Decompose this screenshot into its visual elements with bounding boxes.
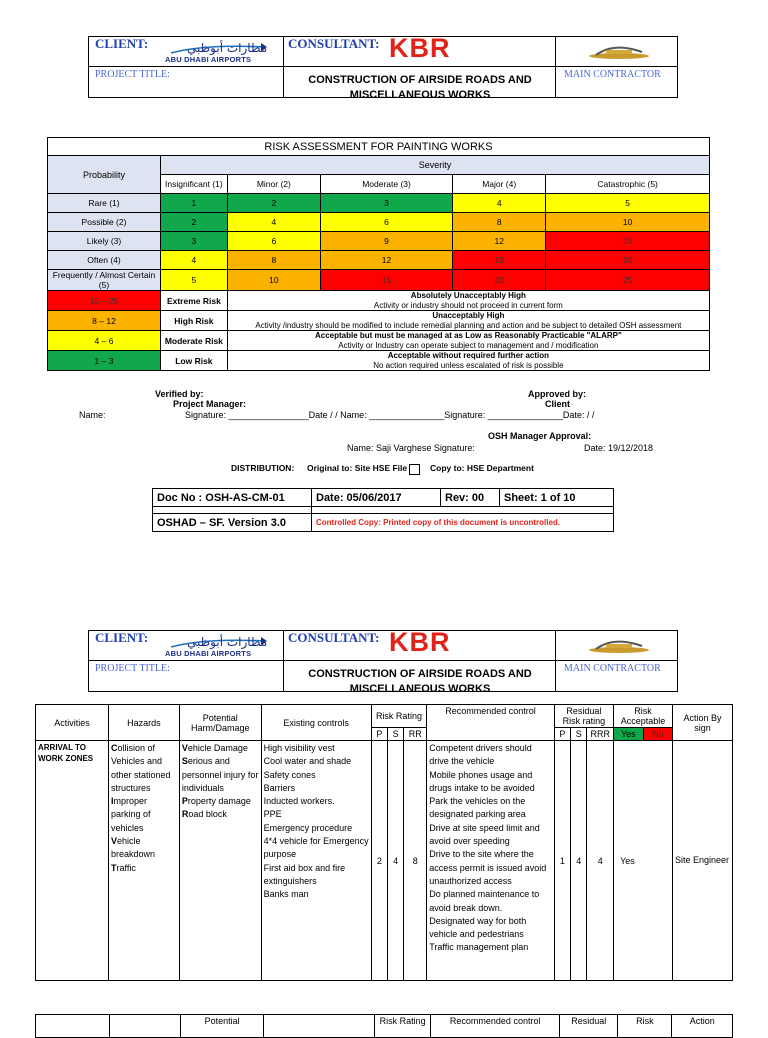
consultant-label: CONSULTANT:	[288, 36, 380, 51]
legend-description: Acceptable without required further action No action required unless escalated of risk is possible	[227, 351, 709, 371]
probability-label: Rare (1)	[48, 194, 161, 213]
client-label: CLIENT:	[95, 36, 149, 51]
legend-range: 8 – 12	[48, 311, 161, 331]
legend-range: 1 – 3	[48, 351, 161, 371]
probability-label: Likely (3)	[48, 232, 161, 251]
col-p: P	[371, 728, 387, 741]
col-yes: Yes	[614, 728, 643, 741]
risk-score-cell: 15	[546, 232, 710, 251]
osh-manager-name: Name: Saji Varghese Signature:	[347, 443, 475, 453]
risk-legend-row	[48, 351, 710, 371]
risk-score-cell: 8	[453, 213, 546, 232]
probability-label: Frequently / Almost Certain (5)	[48, 270, 161, 291]
col-action-by: Action By sign	[672, 705, 732, 741]
osh-manager-approval: OSH Manager Approval:	[488, 431, 592, 441]
severity-level-3: Moderate (3)	[320, 175, 452, 194]
risk-score-cell: 4	[227, 213, 320, 232]
risk-score-cell: 20	[453, 270, 546, 291]
col-residual-p: P	[554, 728, 570, 741]
legend-description: Unacceptably High Activity /industry should be modified to include remedial planning and action and be subject to detailed OSH assessment	[227, 311, 709, 331]
signature-line: Signature: ________________Date / / Name: _______________Signature: _______________Date: / /	[185, 410, 595, 420]
severity-level-4: Major (4)	[453, 175, 546, 194]
probability-label: Possible (2)	[48, 213, 161, 232]
existing-controls-cell: High visibility vest Cool water and shade Safety cones Barriers Inducted workers. PPE Emergency procedure 4*4 vehicle for Emergency purpose First aid box and fire extinguishers Banks man	[261, 741, 371, 981]
risk-score-cell: 12	[453, 232, 546, 251]
risk-score-cell: 6	[320, 213, 452, 232]
risk-score-cell: 10	[227, 270, 320, 291]
col-existing-controls: Existing controls	[261, 705, 371, 741]
residual-s-cell: 4	[571, 741, 587, 981]
col-no: No	[643, 728, 672, 741]
risk-score-cell: 20	[546, 251, 710, 270]
col-residual-s: S	[571, 728, 587, 741]
risk-matrix-title: RISK ASSESSMENT FOR PAINTING WORKS	[48, 138, 710, 156]
rrr-cell: 4	[587, 741, 614, 981]
legend-description: Absolutely Unacceptably High Activity or industry should not proceed in current form	[227, 291, 709, 311]
name-label: Name:	[79, 410, 106, 420]
col-residual-risk: Residual Risk rating	[554, 705, 613, 728]
action-by-cell: Site Engineer	[672, 741, 732, 981]
table-row	[36, 741, 733, 981]
col-recommended-next: Recommended control	[431, 1015, 560, 1038]
col-action-next: Action	[672, 1015, 733, 1038]
risk-score-cell: 16	[453, 251, 546, 270]
main-contractor-logo	[584, 40, 654, 62]
legend-level: High Risk	[161, 311, 228, 331]
col-hazards: Hazards	[109, 705, 180, 741]
col-risk-acceptable: Risk Acceptable	[614, 705, 673, 728]
hse-file-checkbox[interactable]	[409, 464, 420, 475]
doc-revision: Rev: 00	[441, 489, 500, 507]
col-risk-next: Risk	[618, 1015, 672, 1038]
risk-score-cell: 8	[227, 251, 320, 270]
risk-score-cell: 3	[320, 194, 452, 213]
risk-score-cell: 2	[227, 194, 320, 213]
legend-level: Low Risk	[161, 351, 228, 371]
severity-header: Severity	[161, 156, 710, 175]
col-rrr: RRR	[587, 728, 614, 741]
controlled-copy-note: Controlled Copy: Printed copy of this document is uncontrolled.	[312, 514, 614, 532]
risk-score-cell: 5	[161, 270, 228, 291]
project-title: CONSTRUCTION OF AIRSIDE ROADS AND MISCELLANEOUS WORKS	[308, 74, 532, 101]
legend-level: Moderate Risk	[161, 331, 228, 351]
residual-p-cell: 1	[554, 741, 570, 981]
potential-harm-cell: Vehicle Damage Serious and personnel injury for individuals Property damage Road block	[179, 741, 261, 981]
oshad-version: OSHAD – SF. Version 3.0	[153, 514, 312, 532]
distribution-label: DISTRIBUTION:	[231, 463, 295, 473]
consultant-label: CONSULTANT:	[288, 630, 380, 645]
recommended-control-cell: Competent drivers should drive the vehicle Mobile phones usage and drugs intake to be avoided Park the vehicles on the designated parking area Drive at site speed limit and avoid over speeding Drive to the site where the access permit is issued avoid unauthorized access Do planned maintenance to avoid break down. Designated way for both vehicle and pedestrians Traffic management plan	[427, 741, 555, 981]
legend-range: 15 – 25	[48, 291, 161, 311]
project-title-label: PROJECT TITLE:	[95, 663, 170, 674]
col-rr: RR	[404, 728, 427, 741]
col-s: S	[388, 728, 404, 741]
main-contractor-label: MAIN CONTRACTOR	[564, 663, 661, 674]
doc-number: Doc No : OSH-AS-CM-01	[153, 489, 312, 507]
p-cell: 2	[371, 741, 387, 981]
probability-header: Probability	[48, 156, 161, 194]
col-recommended-control: Recommended control	[427, 705, 555, 741]
acceptable-cell: Yes	[614, 741, 673, 981]
project-title: CONSTRUCTION OF AIRSIDE ROADS AND MISCELLANEOUS WORKS	[308, 668, 532, 695]
verified-by: Verified by:	[155, 389, 204, 399]
col-residual-next: Residual	[560, 1015, 618, 1038]
probability-row	[48, 232, 710, 251]
risk-legend-row	[48, 331, 710, 351]
doc-date: Date: 05/06/2017	[312, 489, 441, 507]
risk-score-cell: 3	[161, 232, 228, 251]
s-cell: 4	[388, 741, 404, 981]
probability-row	[48, 194, 710, 213]
col-potential-next: Potential	[181, 1015, 264, 1038]
legend-range: 4 – 6	[48, 331, 161, 351]
severity-level-5: Catastrophic (5)	[546, 175, 710, 194]
client-label: CLIENT:	[95, 630, 149, 645]
main-contractor-label: MAIN CONTRACTOR	[564, 69, 661, 80]
risk-legend-row	[48, 311, 710, 331]
risk-legend-row	[48, 291, 710, 311]
risk-score-cell: 10	[546, 213, 710, 232]
col-risk-rating-next: Risk Rating	[375, 1015, 431, 1038]
main-contractor-logo	[584, 634, 654, 656]
probability-row	[48, 251, 710, 270]
legend-level: Extreme Risk	[161, 291, 228, 311]
risk-matrix	[47, 137, 710, 371]
risk-assessment-table	[35, 704, 733, 981]
risk-assessment-table-next	[35, 1014, 733, 1038]
approved-by: Approved by:	[528, 389, 587, 399]
risk-score-cell: 15	[320, 270, 452, 291]
doc-sheet: Sheet: 1 of 10	[500, 489, 614, 507]
probability-row	[48, 270, 710, 291]
risk-score-cell: 5	[546, 194, 710, 213]
probability-row	[48, 213, 710, 232]
client-approver-label: Client	[545, 399, 571, 409]
copy-to: Copy to: HSE Department	[430, 463, 534, 473]
kbr-logo: KBR	[389, 33, 451, 63]
activity-cell: ARRIVAL TO WORK ZONES	[36, 741, 109, 981]
kbr-logo: KBR	[389, 627, 451, 657]
document-info	[152, 488, 614, 532]
page-header-1	[88, 33, 678, 101]
risk-score-cell: 25	[546, 270, 710, 291]
rr-cell: 8	[404, 741, 427, 981]
legend-description: Acceptable but must be managed at as Low as Reasonably Practicable "ALARP" Activity or Industry can operate subject to management and / modification	[227, 331, 709, 351]
col-risk-rating: Risk Rating	[371, 705, 427, 728]
risk-score-cell: 1	[161, 194, 228, 213]
risk-score-cell: 4	[453, 194, 546, 213]
severity-level-1: Insignificant (1)	[161, 175, 228, 194]
risk-score-cell: 2	[161, 213, 228, 232]
col-potential-harm: Potential Harm/Damage	[179, 705, 261, 741]
severity-level-2: Minor (2)	[227, 175, 320, 194]
col-activities: Activities	[36, 705, 109, 741]
risk-score-cell: 6	[227, 232, 320, 251]
probability-label: Often (4)	[48, 251, 161, 270]
project-title-label: PROJECT TITLE:	[95, 69, 170, 80]
risk-score-cell: 4	[161, 251, 228, 270]
abu-dhabi-airports-logo: مطارات أبوظبي ABU DHABI AIRPORTS	[165, 635, 280, 659]
page-header-2	[88, 627, 678, 695]
project-manager-label: Project Manager:	[173, 399, 247, 409]
risk-score-cell: 12	[320, 251, 452, 270]
osh-approval-date: Date: 19/12/2018	[584, 443, 654, 453]
abu-dhabi-airports-logo: مطارات أبوظبي ABU DHABI AIRPORTS	[165, 41, 280, 65]
hazards-cell: Collision of Vehicles and other stationed structures Improper parking of vehicles Vehicle breakdown Traffic	[109, 741, 180, 981]
original-to: Original to: Site HSE File	[307, 463, 408, 473]
risk-score-cell: 9	[320, 232, 452, 251]
